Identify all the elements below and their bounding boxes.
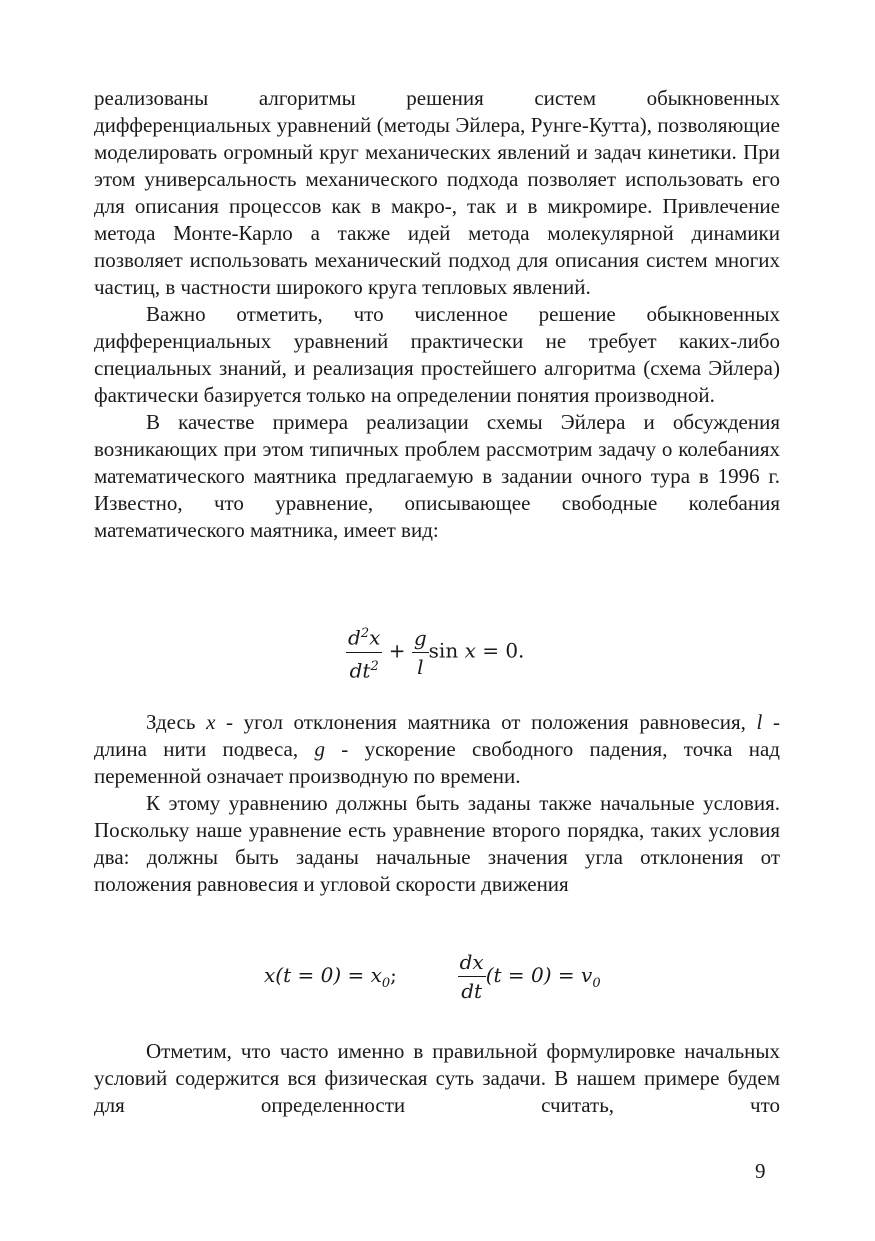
page-number: 9 [755, 1159, 766, 1183]
first-derivative-fraction: $\frac{dx}{dt}$ [459, 950, 484, 1003]
paragraph-5: К этому уравнению должны быть заданы также начальные условия. Поскольку наше уравнение есть уравнение второго порядка, таких условия два: должны быть заданы начальные значения угла отклонения от положения равновесия и угловой скорости движения [94, 791, 780, 896]
initial-conditions-equation: $x(t = 0) = x_0$; $\frac{dx}{dt}$ $(t = 0) = v_0$ [264, 950, 601, 1003]
pendulum-equation: $\frac{d^2x}{dt^2}$ + $\frac{g}{l}$ sin x = 0. [346, 622, 524, 682]
text-section-middle [94, 709, 780, 898]
paragraph-3: В качестве примера реализации схемы Эйлера и обсуждения возникающих при этом типичных проблем рассмотрим задачу о колебаниях математического маятника предлагаемую в задании очного тура в 1996 г. Известно, что уравнение, описывающее свободные колебания математического маятника, имеет вид: [94, 410, 780, 542]
paragraph-1: реализованы алгоритмы решения систем обыкновенных дифференциальных уравнений (методы Эйлера, Рунге-Кутта), позволяющие моделировать огромный круг механических явлений и задач кинетики. При этом универсальность механического подхода позволяет использовать его для описания процессов как в макро-, так и в микромире. Привлечение метода Монте-Карло а также идей метода молекулярной динамики позволяет использовать механический подход для описания систем многих частиц, в частности широкого круга тепловых явлений. [94, 86, 780, 299]
paragraph-6: Отметим, что часто именно в правильной формулировке начальных условий содержится вся физическая суть задачи. В нашем примере будем для определенности считать, что [94, 1039, 780, 1117]
second-derivative-fraction: $\frac{d^2x}{dt^2}$ [346, 622, 382, 682]
paragraph-4: Здесь x - угол отклонения маятника от положения равновесия, l - длина нити подвеса, g - ускорение свободного падения, точка над переменной означает производную по времени. [94, 710, 780, 788]
text-section-bottom [94, 1038, 780, 1119]
paragraph-2: Важно отметить, что численное решение обыкновенных дифференциальных уравнений практически не требует каких-либо специальных знаний, и реализация простейшего алгоритма (схема Эйлера) фактически базируется только на определении понятия производной. [94, 302, 780, 407]
g-over-l-fraction: $\frac{g}{l}$ [413, 625, 427, 679]
text-section-top [94, 85, 780, 544]
